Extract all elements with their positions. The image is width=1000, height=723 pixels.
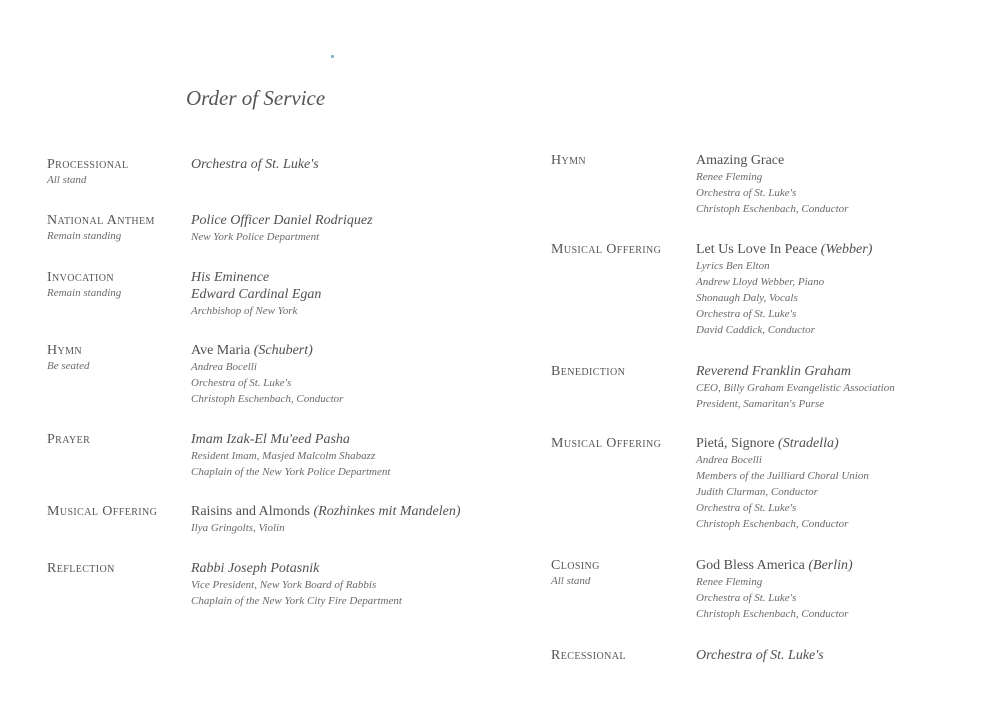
entry-title	[191, 342, 511, 359]
entry-title	[696, 241, 986, 258]
entry-title-text: Pietá, Signore	[696, 436, 775, 451]
entry-detail-line: Renee Fleming	[696, 576, 763, 588]
entry-detail-line: Resident Imam, Masjed Malcolm Shabazz	[191, 450, 376, 462]
entry-title: Orchestra of St. Luke's	[191, 157, 319, 172]
entry-title-text: Let Us Love In Peace	[696, 242, 818, 257]
entry-label: Prayer	[47, 432, 91, 447]
entry-label: Musical Offering	[47, 504, 158, 519]
entry-detail-line: Christoph Eschenbach, Conductor	[696, 608, 849, 620]
entry-label: Recessional	[551, 648, 626, 663]
entry-composer: (Webber)	[820, 242, 873, 257]
entry-instruction: Remain standing	[47, 287, 122, 299]
entry-detail-line: Orchestra of St. Luke's	[191, 377, 292, 389]
entry-detail-line: Shonaugh Daly, Vocals	[696, 292, 798, 304]
entry-detail-line: Ilya Gringolts, Violin	[191, 522, 285, 534]
entry-composer: (Stradella)	[778, 436, 839, 451]
entry-title	[696, 557, 986, 574]
entry-title: Amazing Grace	[696, 153, 785, 168]
entry-detail-line: David Caddick, Conductor	[696, 324, 815, 336]
entry-title-text: Ave Maria	[191, 343, 251, 358]
entry-detail-line: Orchestra of St. Luke's	[696, 308, 797, 320]
entry-detail-line: Judith Clurman, Conductor	[696, 486, 818, 498]
entry-detail-line: Renee Fleming	[696, 171, 763, 183]
entry-detail-line: Members of the Juilliard Choral Union	[696, 470, 869, 482]
entry-detail-line: Christoph Eschenbach, Conductor	[696, 518, 849, 530]
entry-detail-line: Archbishop of New York	[191, 305, 298, 317]
entry-label: Hymn	[47, 343, 83, 358]
entry-label: Invocation	[47, 270, 114, 285]
entry-detail-line: President, Samaritan's Purse	[696, 398, 825, 410]
paper-speck	[331, 55, 334, 58]
entry-detail-line: Lyrics Ben Elton	[696, 260, 770, 272]
entry-composer: (Schubert)	[253, 343, 313, 358]
entry-detail-line: Andrea Bocelli	[696, 454, 762, 466]
entry-label: Musical Offering	[551, 436, 662, 451]
entry-detail-line: Andrea Bocelli	[191, 361, 257, 373]
entry-title: Police Officer Daniel Rodriquez	[191, 213, 373, 228]
entry-title: Rabbi Joseph Potasnik	[191, 561, 320, 576]
entry-title-text: Raisins and Almonds	[191, 504, 311, 519]
entry-detail-line: Christoph Eschenbach, Conductor	[696, 203, 849, 215]
entry-title	[191, 503, 511, 520]
entry-title-line-2: Edward Cardinal Egan	[191, 287, 322, 302]
page-title: Order of Service	[186, 86, 326, 110]
entry-title	[696, 435, 986, 452]
entry-detail-line: Orchestra of St. Luke's	[696, 187, 797, 199]
entry-detail-line: Andrew Lloyd Webber, Piano	[696, 276, 825, 288]
entry-instruction: Be seated	[47, 360, 90, 372]
entry-label: National Anthem	[47, 213, 155, 228]
entry-label: Reflection	[47, 561, 115, 576]
entry-detail-line: Vice President, New York Board of Rabbis	[191, 579, 377, 591]
entry-detail-line: Orchestra of St. Luke's	[696, 502, 797, 514]
entry-composer: (Berlin)	[808, 558, 853, 573]
entry-instruction: All stand	[47, 174, 87, 186]
entry-detail-line: Orchestra of St. Luke's	[696, 592, 797, 604]
entry-label: Musical Offering	[551, 242, 662, 257]
entry-instruction: Remain standing	[47, 230, 122, 242]
entry-detail-line: Chaplain of the New York Police Department	[191, 466, 391, 478]
entry-label: Hymn	[551, 153, 587, 168]
entry-detail-line: Christoph Eschenbach, Conductor	[191, 393, 344, 405]
entry-instruction: All stand	[551, 575, 591, 587]
entry-label: Processional	[47, 157, 129, 172]
entry-title: Imam Izak-El Mu'eed Pasha	[191, 432, 350, 447]
entry-label: Benediction	[551, 364, 626, 379]
entry-label: Closing	[551, 558, 600, 573]
entry-detail-line: Chaplain of the New York City Fire Department	[191, 595, 402, 607]
entry-composer: (Rozhinkes mit Mandelen)	[313, 504, 461, 519]
entry-title: Orchestra of St. Luke's	[696, 648, 824, 663]
entry-detail-line: New York Police Department	[191, 231, 320, 243]
entry-title: Reverend Franklin Graham	[696, 364, 851, 379]
entry-title: His Eminence	[191, 270, 270, 285]
entry-detail-line: CEO, Billy Graham Evangelistic Association	[696, 382, 895, 394]
entry-title-text: God Bless America	[696, 558, 805, 573]
